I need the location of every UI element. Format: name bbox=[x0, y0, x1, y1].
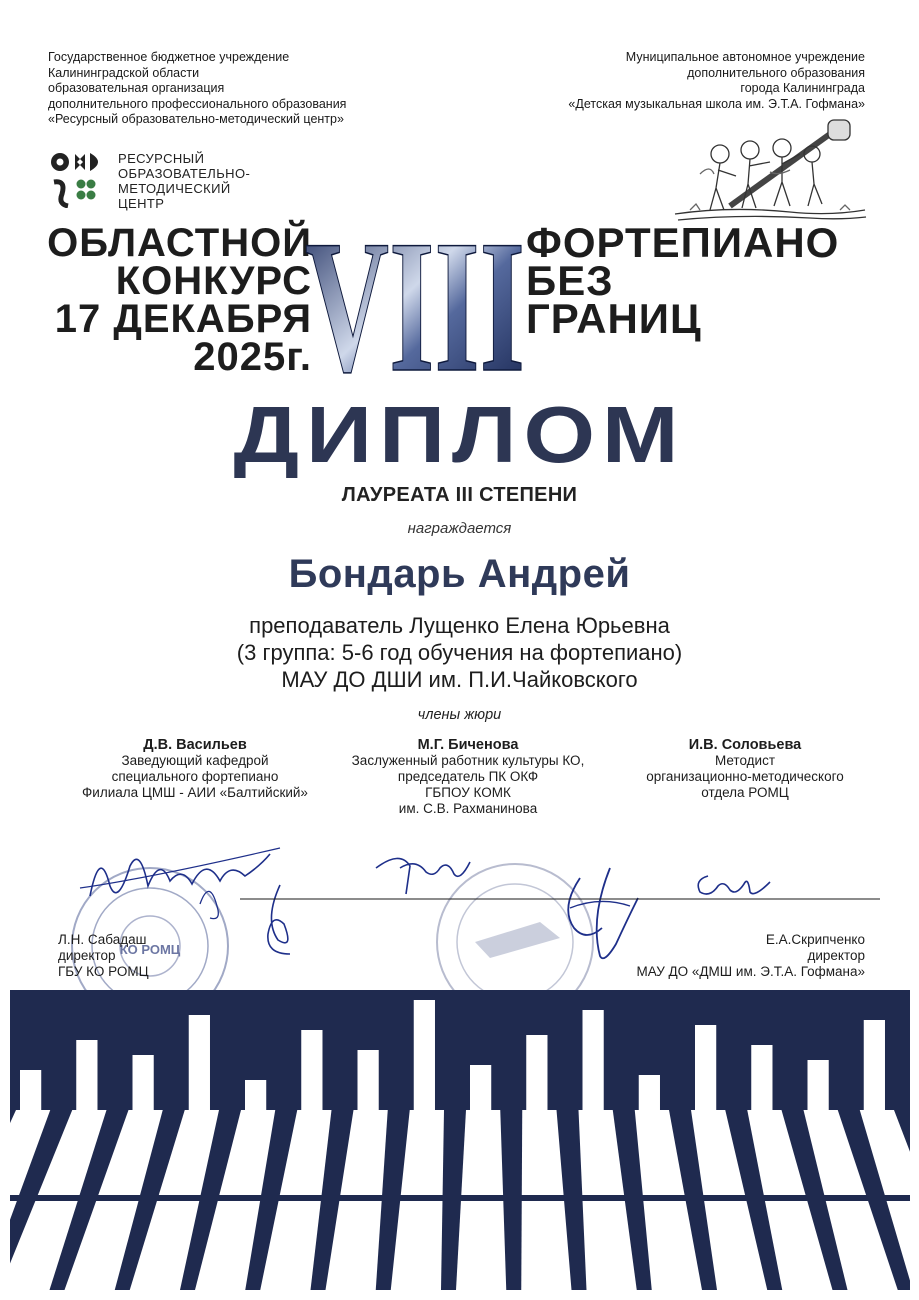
skyline-building bbox=[358, 1050, 379, 1110]
header-left-line: «Ресурсный образовательно-методический центр» bbox=[48, 112, 344, 126]
jury-member-title: им. С.В. Рахманинова bbox=[398, 801, 538, 816]
skyline-building bbox=[245, 1080, 266, 1110]
jury-member-title: ГБПОУ КОМК bbox=[425, 785, 511, 800]
keyboard-shadow-band bbox=[10, 1195, 910, 1201]
signature-line bbox=[240, 893, 880, 905]
skyline-building bbox=[189, 1015, 210, 1110]
competition-type: ОБЛАСТНОЙ bbox=[47, 221, 312, 265]
logo-text bbox=[118, 151, 250, 211]
header-right-line: «Детская музыкальная школа им. Э.Т.А. Гофмана» bbox=[568, 96, 865, 111]
signatory-name: Л.Н. Сабадаш bbox=[58, 932, 147, 947]
romc-logo-icon bbox=[48, 150, 108, 208]
competition-year: 2025г. bbox=[193, 335, 312, 379]
jury-member-title: Заведующий кафедрой bbox=[121, 753, 269, 768]
skyline-building bbox=[639, 1075, 660, 1110]
awarded-label: награждается bbox=[407, 520, 512, 537]
logo-line: РЕСУРСНЫЙ bbox=[118, 151, 205, 166]
competition-right-block bbox=[526, 219, 906, 342]
jury-member bbox=[318, 737, 618, 817]
skyline-building bbox=[583, 1010, 604, 1110]
recipient-name: Бондарь Андрей bbox=[288, 552, 631, 596]
children-telescope-illustration bbox=[670, 114, 870, 226]
header-left-line: Государственное бюджетное учреждение bbox=[48, 50, 290, 64]
left-seal-text: КО РОМЦ bbox=[119, 942, 181, 957]
skyline-building bbox=[76, 1040, 97, 1110]
skyline-building bbox=[133, 1055, 154, 1110]
jury-member-title: Заслуженный работник культуры КО, bbox=[351, 753, 585, 768]
competition-left-block bbox=[40, 221, 312, 379]
jury-member-title: специального фортепиано bbox=[111, 769, 279, 784]
roman-numeral-text: VIII bbox=[305, 212, 525, 384]
skyline-building bbox=[695, 1025, 716, 1110]
header-left-org bbox=[48, 50, 408, 128]
skyline-building bbox=[20, 1070, 41, 1110]
diploma-title: ДИПЛОМ bbox=[233, 390, 686, 479]
competition-word: КОНКУРС bbox=[115, 259, 312, 303]
skyline-building bbox=[414, 1000, 435, 1110]
header-right-line: города Калининграда bbox=[740, 81, 865, 95]
school-line: МАУ ДО ДШИ им. П.И.Чайковского bbox=[281, 667, 638, 692]
jury-member bbox=[60, 737, 330, 801]
signatory-right bbox=[600, 932, 865, 980]
signatory-role: директор bbox=[807, 948, 865, 963]
jury-member-title: Филиала ЦМШ - АИИ «Балтийский» bbox=[82, 785, 308, 800]
competition-date: 17 ДЕКАБРЯ bbox=[54, 297, 312, 341]
jury-member-title: председатель ПК ОКФ bbox=[397, 769, 539, 784]
competition-name-line: ФОРТЕПИАНО bbox=[526, 219, 840, 266]
signature-sabadash bbox=[250, 880, 310, 960]
competition-name-line: БЕЗ bbox=[526, 257, 614, 304]
header-right-org bbox=[520, 50, 865, 112]
header-right-line: дополнительного образования bbox=[687, 65, 865, 80]
competition-name-line: ГРАНИЦ bbox=[526, 295, 702, 342]
header-left-line: образовательная организация bbox=[48, 81, 225, 95]
competition-number-roman bbox=[300, 212, 530, 384]
teacher-line: преподаватель Лущенко Елена Юрьевна bbox=[249, 613, 670, 638]
jury-member-name: Д.В. Васильев bbox=[143, 737, 247, 753]
logo-line: ЦЕНТР bbox=[118, 196, 165, 211]
logo-line: МЕТОДИЧЕСКИЙ bbox=[118, 181, 231, 196]
jury-member-title: отдела РОМЦ bbox=[701, 785, 789, 800]
skyline-building bbox=[526, 1035, 547, 1110]
signature-bichenova bbox=[370, 838, 480, 898]
signatory-org: МАУ ДО «ДМШ им. Э.Т.А. Гофмана» bbox=[636, 964, 865, 979]
signatory-org: ГБУ КО РОМЦ bbox=[58, 964, 149, 979]
jury-member-title: организационно-методического bbox=[646, 769, 844, 784]
skyline-building bbox=[301, 1030, 322, 1110]
signatory-role: директор bbox=[58, 948, 116, 963]
skyline-building bbox=[864, 1020, 885, 1110]
recipient-details bbox=[0, 612, 919, 693]
header-right-line: Муниципальное автономное учреждение bbox=[625, 50, 865, 64]
jury-member-name: М.Г. Биченова bbox=[417, 737, 519, 753]
laureate-degree: ЛАУРЕАТА III СТЕПЕНИ bbox=[341, 484, 578, 506]
jury-member-name: И.В. Соловьева bbox=[688, 737, 802, 753]
header-left-line: Калининградской области bbox=[48, 65, 200, 80]
signatory-left bbox=[58, 932, 149, 980]
skyline-building bbox=[751, 1045, 772, 1110]
skyline-building bbox=[808, 1060, 829, 1110]
group-line: (3 группа: 5-6 год обучения на фортепиано) bbox=[236, 640, 683, 665]
logo-line: ОБРАЗОВАТЕЛЬНО- bbox=[118, 166, 251, 181]
piano-skyline-illustration bbox=[10, 990, 910, 1290]
skyline-building bbox=[470, 1065, 491, 1110]
signatory-name: Е.А.Скрипченко bbox=[765, 932, 865, 947]
header-left-line: дополнительного профессионального образования bbox=[48, 96, 347, 111]
jury-title: члены жюри bbox=[417, 707, 502, 723]
jury-member bbox=[620, 737, 870, 801]
jury-member-title: Методист bbox=[714, 753, 776, 768]
